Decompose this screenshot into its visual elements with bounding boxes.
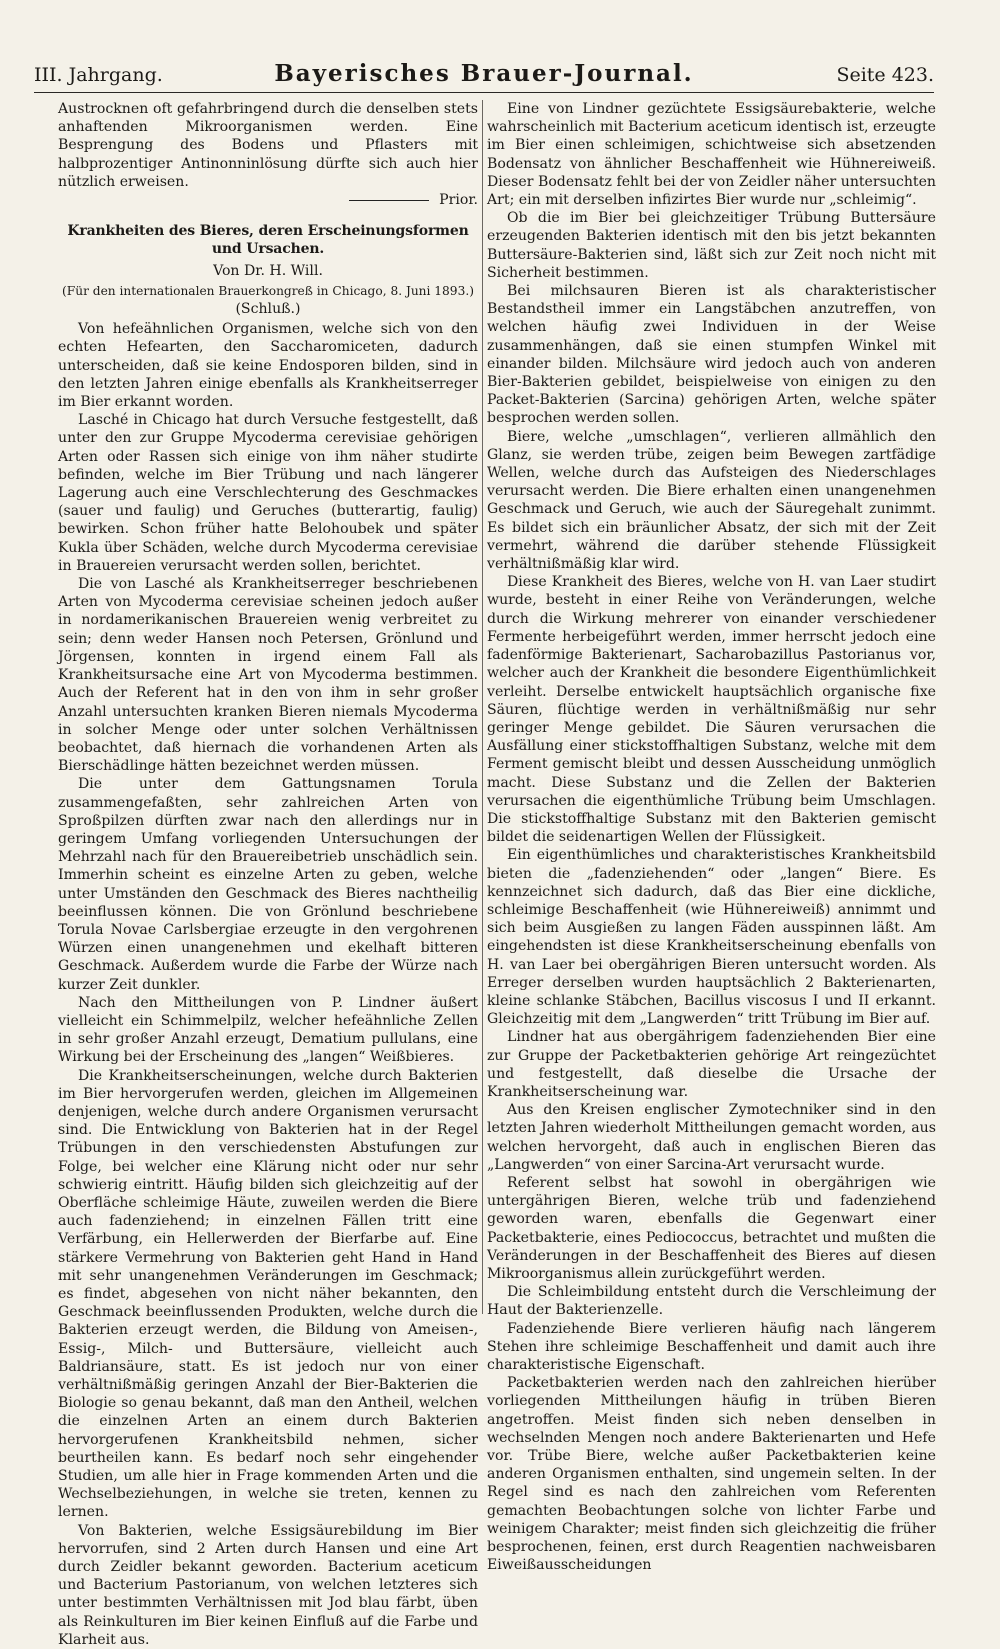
paragraph: Referent selbst hat sowohl in obergährigen wie untergährigen Bieren, welche trüb und fadenziehend geworden waren, ebenfalls die Gegenwart einer Packetbakterie, eines Pediococcus, betrachtet und mußten die Veränderungen in der Beschaffenheit des Bieres auf diesen Mikroorganismus allein zurückgeführt werden.	[487, 1174, 936, 1282]
article-note: (Für den internationalen Brauerkongreß in Chicago, 8. Juni 1893.)	[62, 283, 474, 298]
paragraph: Diese Krankheit des Bieres, welche von H. van Laer studirt wurde, besteht in einer Reihe von Veränderungen, welche durch die Wirkung mehrerer von einander verschiedener Fermente herbeigeführt werden, immer herrscht jedoch eine fadenförmige Bakterienart, Sacharobazillus Pastorianus vor, welcher auch der Krankheit die besondere Eigenthümlichkeit verleiht. Derselbe entwickelt hauptsächlich organische fixe Säuren, flüchtige werden in verhältnißmäßig nur sehr geringer Menge gebildet. Die Säuren verursachen die Ausfällung einer stickstoffhaltigen Substanz, welche mit dem Ferment gemischt bleibt und dessen Ausscheidung unmöglich macht. Diese Substanz und die Zellen der Bakterien verursachen die eigenthümliche Trübung beim Umschlagen. Die stickstoffhaltige Substanz mit den Bakterien gemischt bildet die seidenartigen Wellen der Flüssigkeit.	[487, 574, 936, 846]
paragraph: Lindner hat aus obergährigem fadenziehenden Bier eine zur Gruppe der Packetbakterien gehörige Art reingezüchtet und festgestellt, daß dieselbe die Ursache der Krankheitserscheinung war.	[487, 1029, 936, 1100]
paragraph: Packetbakterien werden nach den zahlreichen hierüber vorliegenden Mittheilungen häufig in trüben Bieren angetroffen. Meist finden sich neben denselben in wechselnden Mengen noch andere Bakterienarten und Hefe vor. Trübe Biere, welche außer Packetbakterien keine anderen Organismen enthalten, sind ungemein selten. In der Regel sind es nach den zahlreichen vom Referenten gemachten Beobachtungen solche von lichter Farbe und weinigem Charakter; meist finden sich gleichzeitig die früher besprochenen, feinen, erst durch Reagentien nachweisbaren Eiweißausscheidungen	[487, 1375, 936, 1574]
paragraph: Biere, welche „umschlagen“, verlieren allmählich den Glanz, sie werden trübe, zeigen beim Bewegen zartfädige Wellen, welche durch das Aufsteigen des Niederschlages verursacht werden. Die Biere erhalten einen unangenehmen Geschmack und Geruch, wie auch der Säuregehalt zunimmt. Es bildet sich ein bräunlicher Absatz, der sich mit der Zeit vermehrt, während die darüber stehende Flüssigkeit verhältnißmäßig klar wird.	[487, 428, 936, 573]
article-author: Von Dr. H. Will.	[213, 262, 323, 279]
paragraph: Fadenziehende Biere verlieren häufig nach längerem Stehen ihre schleimige Beschaffenheit und damit auch ihre charakteristische Eigenschaft.	[487, 1320, 936, 1374]
paragraph: Von Bakterien, welche Essigsäurebildung im Bier hervorrufen, sind 2 Arten durch Hansen und eine Art durch Zeidler bekannt geworden. Bacterium aceticum und Bacterium Pastorianum, von welchen letzteres sich unter bestimmten Verhältnissen mit Jod blau färbt, üben als Reinkulturen im Bier keinen Einfluß auf die Farbe und Klarheit aus.	[58, 1522, 478, 1648]
page-number: Seite 423.	[836, 64, 934, 86]
paragraph: Ein eigenthümliches und charakteristisches Krankheitsbild bieten die „fadenziehenden“ oder „langen“ Biere. Es kennzeichnet sich dadurch, daß das Bier eine dickliche, schleimige Beschaffenheit (wie Hühnereiweiß) annimmt und sich beim Ausgießen zu langen Fäden ausspinnen läßt. Am eingehendsten ist diese Krankheitserscheinung ebenfalls von H. van Laer bei obergährigen Bieren untersucht worden. Als Erreger derselben wurden hauptsächlich 2 Bakterienarten, kleine schlanke Stäbchen, Bacillus viscosus I und II erkannt. Gleichzeitig mit dem „Langwerden“ tritt Trübung im Bier auf.	[487, 847, 936, 1028]
page-header	[34, 60, 934, 90]
paragraph: Die Krankheitserscheinungen, welche durch Bakterien im Bier hervorgerufen werden, gleichen im Allgemeinen denjenigen, welche durch andere Organismen verursacht sind. Die Entwicklung von Bakterien hat in der Regel Trübungen in den verschiedensten Abstufungen zur Folge, bei welcher eine Klärung nicht oder nur sehr schwierig eintritt. Häufig bilden sich gleichzeitig auf der Oberfläche schleimige Häute, zuweilen werden die Biere auch fadenziehend; in einzelnen Fällen tritt eine Verfärbung, ein Hellerwerden der Bierfarbe auf. Eine stärkere Vermehrung von Bakterien geht Hand in Hand mit sehr unangenehmen Veränderungen im Geschmack; es findet, abgesehen von nicht näher bekannten, den Geschmack beeinflussenden Produkten, welche durch die Bakterien erzeugt werden, die Bildung von Ameisen-, Essig-, Milch- und Buttersäure, vielleicht auch Baldriansäure, statt. Es ist jedoch nur von einer verhältnißmäßig geringen Anzahl der Bier-Bakterien die Biologie so genau bekannt, daß man den Antheil, welchen die einzelnen Arten an einem durch Bakterien hervorgerufenen Krankheitsbild nehmen, sicher beurtheilen kann. Es bedarf noch sehr eingehender Studien, um alle hier in Frage kommenden Arten und die Wechselbeziehungen, in welche sie treten, kennen zu lernen.	[58, 1067, 478, 1521]
intro-signature-line	[58, 191, 478, 209]
article-title: Krankheiten des Bieres, deren Erscheinungsformen und Ursachen.	[67, 223, 469, 258]
right-column	[487, 100, 936, 1574]
left-column	[58, 100, 478, 1648]
intro-signature: Prior.	[439, 192, 478, 209]
paragraph: Aus den Kreisen englischer Zymotechniker sind in den letzten Jahren wiederholt Mittheilungen gemacht worden, aus welchen hervorgeht, daß auch in englischen Bieren das „Langwerden“ von einer Sarcina-Art verursacht wurde.	[487, 1102, 936, 1173]
paragraph: Die von Lasché als Krankheitserreger beschriebenen Arten von Mycoderma cerevisiae scheinen jedoch außer in nordamerikanischen Brauereien wenig verbreitet zu sein; denn weder Hansen noch Petersen, Grönlund und Jörgensen, konnten in irgend einem Fall als Krankheitsursache eine Art von Mycoderma bestimmen. Auch der Referent hat in den von ihm in sehr großer Anzahl untersuchten kranken Bieren niemals Mycoderma in solcher Menge oder unter solchen Verhältnissen beobachtet, daß hiernach die vorhandenen Arten als Bierschädlinge hätten bezeichnet werden müssen.	[58, 576, 478, 775]
paragraph: Die Schleimbildung entsteht durch die Verschleimung der Haut der Bakterienzelle.	[487, 1284, 936, 1319]
column-divider	[482, 100, 483, 1314]
paragraph: Eine von Lindner gezüchtete Essigsäurebakterie, welche wahrscheinlich mit Bacterium aceticum identisch ist, erzeugte im Bier einen schleimigen, schichtweise sich absetzenden Bodensatz von ähnlicher Beschaffenheit wie Hühnereiweiß. Dieser Bodensatz fehlt bei der von Zeidler näher untersuchten Art; ein mit derselben infizirtes Bier wurde nur „schleimig“.	[487, 101, 936, 209]
paragraph: Bei milchsauren Bieren ist als charakteristischer Bestandstheil immer ein Langstäbchen anzutreffen, von welchen häufig zwei Individuen in der Weise zusammenhängen, daß sie einen stumpfen Winkel mit einander bilden. Milchsäure wird jedoch auch von anderen Bier-Bakterien gebildet, beispielweise von einigen zu den Packet-Bakterien (Sarcina) gehörigen Arten, welche später besprochen werden sollen.	[487, 283, 936, 427]
conclusion-marker: (Schluß.)	[235, 301, 301, 318]
paragraph: Die unter dem Gattungsnamen Torula zusammengefaßten, sehr zahlreichen Arten von Sproßpilzen dürften zwar nach den allerdings nur in geringem Umfang vorliegenden Untersuchungen der Mehrzahl nach für den Brauereibetrieb unschädlich sein. Immerhin scheint es einzelne Arten zu geben, welche unter Umständen den Geschmack des Bieres nachtheilig beeinflussen können. Die von Grönlund beschriebene Torula Novae Carlsbergiae erzeugte in den vergohrenen Würzen einen unangenehmen und ekelhaft bitteren Geschmack. Außerdem wurde die Farbe der Würze nach kurzer Zeit dunkler.	[58, 776, 478, 993]
paragraph: Nach den Mittheilungen von P. Lindner äußert vielleicht ein Schimmelpilz, welcher hefeähnliche Zellen in sehr großer Anzahl erzeugt, Dematium pullulans, eine Wirkung bei der Erscheinung des „langen“ Weißbieres.	[58, 994, 478, 1066]
journal-title: Bayerisches Brauer-Journal.	[274, 60, 694, 87]
intro-paragraph: Austrocknen oft gefahrbringend durch die denselben stets anhaftenden Mikroorganismen werden. Eine Besprengung des Bodens und Pflasters mit halbprozentiger Antinonninlösung dürfte sich auch hier nützlich erweisen.	[58, 101, 478, 190]
paragraph: Von hefeähnlichen Organismen, welche sich von den echten Hefearten, den Saccharomiceten, dadurch unterscheiden, daß sie keine Endosporen bilden, sind in den letzten Jahren einige ebenfalls als Krankheitserreger im Bier erkannt worden.	[58, 321, 478, 411]
header-rule	[34, 92, 934, 93]
signature-rule	[349, 200, 429, 201]
paragraph: Ob die im Bier bei gleichzeitiger Trübung Buttersäure erzeugenden Bakterien identisch mit den bis jetzt bekannten Buttersäure-Bakterien sind, läßt sich zur Zeit noch nicht mit Sicherheit bestimmen.	[487, 210, 936, 281]
paragraph: Lasché in Chicago hat durch Versuche festgestellt, daß unter den zur Gruppe Mycoderma cerevisiae gehörigen Arten oder Rassen sich einige von ihm näher studirte befinden, welche im Bier Trübung und nach längerer Lagerung auch eine Verschlechterung des Geschmackes (sauer und faulig) und Geruches (butterartig, faulig) bewirken. Schon früher hatte Belohoubek und später Kukla über Schäden, welche durch Mycoderma cerevisiae in Brauereien verursacht werden sollen, berichtet.	[58, 412, 478, 574]
volume-label: III. Jahrgang.	[34, 64, 163, 86]
